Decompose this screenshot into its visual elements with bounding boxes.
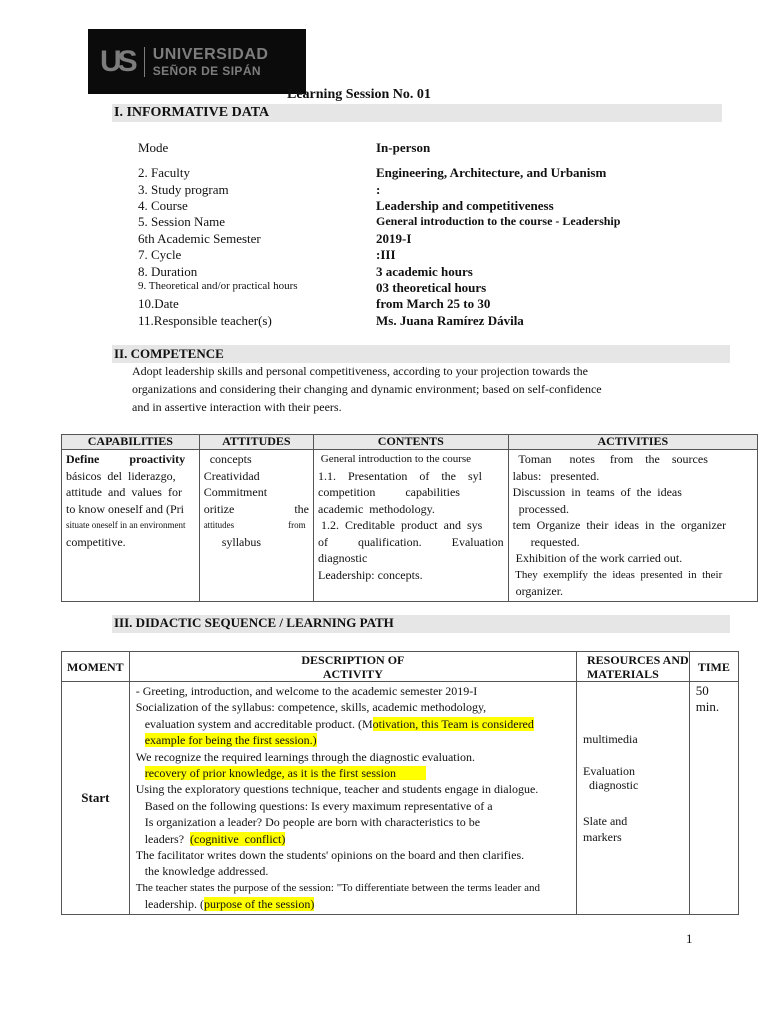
info-value: 3 academic hours — [376, 264, 473, 279]
list-item: Exhibition of the work carried out. — [512, 551, 683, 565]
list-item: Slate and — [582, 813, 628, 828]
info-label: 11.Responsible teacher(s) — [138, 313, 272, 328]
list-item: Using the exploratory questions technique, teacher and students engage in dialogue. — [135, 782, 539, 797]
info-value: General introduction to the course - Leadership — [376, 214, 621, 228]
list-item: Commitment — [203, 485, 268, 499]
info-label: 8. Duration — [138, 264, 198, 279]
info-label: 5. Session Name — [138, 214, 226, 229]
header-capabilities: CAPABILITIES — [62, 435, 200, 450]
header-activities: ACTIVITIES — [508, 435, 757, 450]
list-item: tem Organize their ideas in the organizer — [512, 518, 727, 532]
list-item: multimedia — [582, 732, 638, 746]
info-label: 10.Date — [138, 296, 179, 311]
header-contents: CONTENTS — [314, 435, 509, 450]
list-item: requested. — [512, 534, 580, 549]
info-value: 2019-I — [376, 231, 412, 246]
list-item: competition capabilities — [318, 485, 460, 499]
list-item — [136, 732, 570, 748]
list-item: competitive. — [66, 534, 126, 549]
page-title: Learning Session No. 01 — [287, 87, 431, 102]
list-item: We recognize the required learnings through the diagnostic evaluation. — [135, 749, 475, 764]
header-description — [129, 652, 576, 682]
logo-divider — [144, 47, 145, 77]
list-item: leaders? (cognitive conflict) — [135, 831, 286, 846]
list-item: Toman notes from the sources — [512, 452, 708, 466]
list-item: markers — [582, 830, 622, 845]
info-value: : — [376, 182, 381, 197]
highlight: example for being the first session.) — [144, 733, 317, 748]
list-item: General introduction to the course — [318, 453, 472, 465]
info-label: Mode — [138, 140, 169, 155]
info-label: 4. Course — [138, 198, 188, 213]
section-3-heading: III. DIDACTIC SEQUENCE / LEARNING PATH — [114, 615, 394, 630]
info-value: Engineering, Architecture, and Urbanism — [376, 165, 607, 180]
attitudes-cell — [199, 450, 313, 602]
header-attitudes: ATTITUDES — [199, 435, 313, 450]
info-value: :III — [376, 247, 396, 262]
list-item: attitude and values for — [66, 485, 182, 499]
moment-cell: Start — [62, 682, 130, 915]
list-item: diagnostic — [318, 551, 368, 565]
header-resources-line-1: RESOURCES AND — [586, 652, 689, 667]
list-item: The teacher states the purpose of the session: "To differentiate between the terms leader and — [135, 881, 540, 894]
logo-wordmark — [153, 47, 269, 77]
list-item: 1.1. Presentation of the syl — [318, 468, 482, 483]
list-item: Discussion in teams of the ideas — [512, 485, 682, 499]
list-item: básicos del liderazgo, — [66, 468, 176, 483]
activities-cell — [508, 450, 757, 602]
info-value: Leadership and competitiveness — [376, 198, 554, 213]
list-item: labus: presented. — [512, 468, 600, 483]
description-cell — [129, 682, 576, 915]
list-item: Define proactivity — [66, 452, 186, 466]
info-value: 03 theoretical hours — [376, 280, 487, 295]
list-item: The facilitator writes down the students' opinions on the board and then clarifies. — [135, 848, 525, 863]
list-item: organizer. — [512, 584, 564, 598]
highlight: (cognitive conflict) — [190, 831, 286, 846]
logo-line-1: UNIVERSIDAD — [152, 45, 269, 63]
list-item: of qualification. Evaluation — [318, 534, 504, 549]
logo-monogram: US — [100, 44, 134, 78]
header-time: TIME — [689, 652, 738, 682]
section-1-heading: I. INFORMATIVE DATA — [114, 105, 270, 120]
time-value: 50 — [695, 683, 709, 698]
list-item: - Greeting, introduction, and welcome to the academic semester 2019-I — [135, 684, 478, 698]
highlight: recovery of prior knowledge, as it is the first session — [144, 766, 426, 781]
info-value: In-person — [376, 140, 431, 155]
info-label: 3. Study program — [138, 182, 229, 197]
info-label: 9. Theoretical and/or practical hours — [138, 280, 298, 292]
highlight: otivation, this Team is considered — [372, 716, 534, 731]
info-label: 7. Cycle — [138, 247, 182, 262]
list-item: evaluation system and accreditable product. (Motivation, this Team is considered — [135, 716, 534, 731]
header-moment: MOMENT — [62, 652, 130, 682]
section-2-heading: II. COMPETENCE — [114, 346, 224, 361]
list-item: processed. — [512, 501, 569, 516]
list-item: syllabus — [203, 534, 262, 549]
contents-cell — [314, 450, 509, 602]
time-cell — [689, 682, 738, 915]
list-item: the knowledge addressed. — [135, 864, 269, 879]
list-item: situate oneself in an environment — [66, 520, 186, 530]
list-item: concepts — [203, 452, 252, 466]
university-logo — [88, 29, 306, 94]
info-label: 2. Faculty — [138, 165, 190, 180]
list-item: Leadership: concepts. — [318, 567, 423, 582]
header-description-line-2: ACTIVITY — [322, 666, 383, 681]
list-item: Socialization of the syllabus: competence, skills, academic methodology, — [135, 700, 487, 715]
header-description-line-1: DESCRIPTION OF — [301, 652, 405, 667]
table-row — [62, 682, 739, 915]
list-item: Evaluation — [582, 764, 635, 779]
list-item: to know oneself and (Pri — [66, 501, 184, 516]
info-value: from March 25 to 30 — [376, 296, 491, 311]
resource-diagnostic-overflow: diagnostic — [589, 778, 639, 792]
header-resources — [576, 652, 689, 682]
list-item: Based on the following questions: Is every maximum representative of a — [135, 798, 493, 813]
table-header-row — [62, 435, 758, 450]
list-item — [136, 765, 570, 781]
table-header-row — [62, 652, 739, 682]
list-item: academic methodology. — [318, 501, 435, 516]
page-number: 1 — [686, 931, 693, 946]
logo-line-2: SEÑOR DE SIPÁN — [152, 63, 261, 78]
resources-cell — [576, 682, 689, 915]
capabilities-cell — [62, 450, 200, 602]
competence-line: Adopt leadership skills and personal competitiveness, according to your projection towards the — [132, 364, 588, 378]
list-item: 1.2. Creditable product and sys — [318, 518, 483, 532]
list-item: leadership. (purpose of the session) — [135, 897, 315, 912]
list-item: Creatividad — [203, 468, 260, 483]
competence-line: and in assertive interaction with their peers. — [132, 400, 342, 414]
info-label: 6th Academic Semester — [138, 231, 261, 246]
table-row — [62, 450, 758, 602]
capabilities-table — [61, 434, 758, 602]
competence-line: organizations and considering their changing and dynamic environment; based on self-confidence — [132, 382, 602, 396]
header-resources-line-2: MATERIALS — [586, 666, 659, 681]
list-item: attitudes from — [203, 520, 306, 530]
logo-mark — [100, 44, 269, 78]
list-item: oritize the — [203, 501, 309, 516]
time-unit: min. — [695, 699, 720, 715]
list-item: Is organization a leader? Do people are born with characteristics to be — [135, 815, 481, 830]
list-item: They exemplify the ideas presented in their — [512, 568, 723, 581]
info-value: Ms. Juana Ramírez Dávila — [376, 313, 524, 328]
highlight: purpose of the session) — [204, 897, 315, 912]
